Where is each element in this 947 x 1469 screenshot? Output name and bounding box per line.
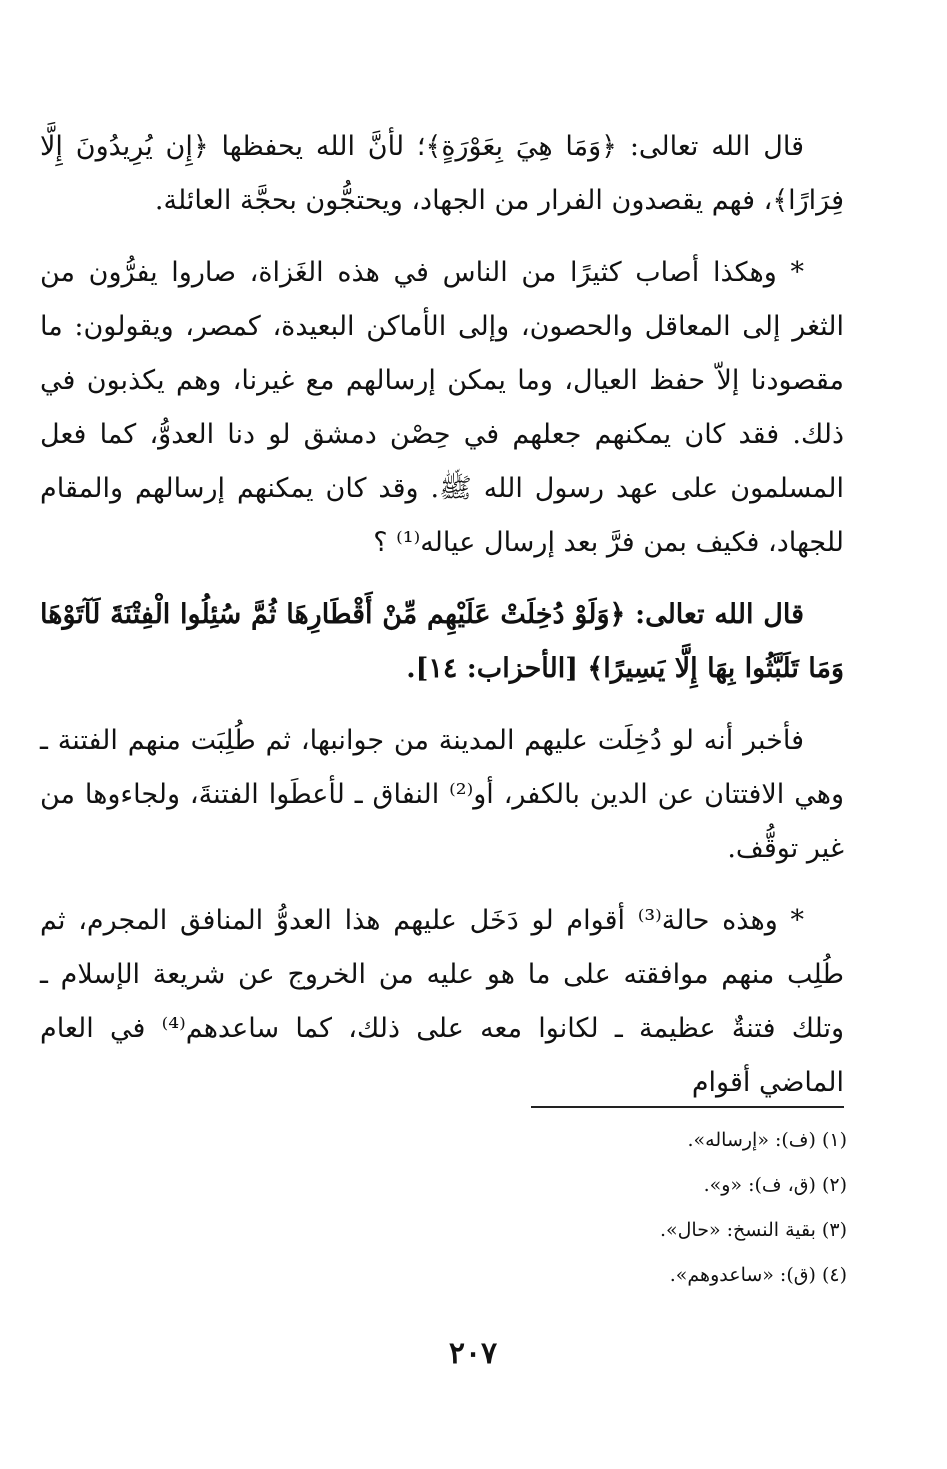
footnotes xyxy=(400,1118,847,1298)
footnote-1: (١) (ف): «إرساله». xyxy=(687,1129,847,1151)
paragraph-explanation: فأخبر أنه لو دُخِلَت عليهم المدينة من جوانبها، ثم طُلِبَت منهم الفتنة ـ وهي الافتتان عن الدين بالكفر، أو⁽²⁾ النفاق ـ لأعطَوا الفتنةَ، ولجاءوها من غير توقُّف. xyxy=(40,725,844,864)
page-number: ٢٠٧ xyxy=(448,1336,498,1371)
paragraph-state-of-people: * وهذه حالة⁽³⁾ أقوام لو دَخَل عليهم هذا العدوُّ المنافق المجرم، ثم طُلِب منهم موافقته على ما هو عليه من الخروج عن شريعة الإسلام ـ وتلك فتنةٌ عظيمة ـ لكانوا معه على ذلك، كما ساعدهم⁽⁴⁾ في العام الماضي أقوام xyxy=(40,905,844,1098)
footnote-divider xyxy=(531,1106,844,1108)
paragraph-quran-citation: قال الله تعالى: ﴿وَمَا هِيَ بِعَوْرَةٍ﴾؛ لأنَّ الله يحفظها ﴿إِن يُرِيدُونَ إِلَّا فِرَارًا﴾، فهم يقصدون الفرار من الجهاد، ويحتجُّون بحجَّة العائلة. xyxy=(40,131,844,216)
paragraph-people-fleeing: * وهكذا أصاب كثيرًا من الناس في هذه الغَزاة، صاروا يفرُّون من الثغر إلى المعاقل والحصون، وإلى الأماكن البعيدة، كمصر، ويقولون: ما مقصودنا إلاّ حفظ العيال، وما يمكن إرسالهم مع غيرنا، وهم يكذبون في ذلك. فقد كان يمكنهم جعلهم في حِصْن دمشق لو دنا العدوُّ، كما فعل المسلمون على عهد رسول الله ﷺ. وقد كان يمكنهم إرسالهم والمقام للجهاد، فكيف بمن فرَّ بعد إرسال عياله⁽¹⁾ ؟ xyxy=(40,257,844,558)
footnote-2: (٢) (ق، ف): «و». xyxy=(703,1174,847,1196)
footnote-4: (٤) (ق): «ساعدوهم». xyxy=(669,1264,847,1286)
footnote-3: (٣) بقية النسخ: «حال». xyxy=(659,1219,847,1241)
main-text xyxy=(40,120,844,1128)
paragraph-quran-ahzab: قال الله تعالى: ﴿وَلَوْ دُخِلَتْ عَلَيْهِم مِّنْ أَقْطَارِهَا ثُمَّ سُئِلُوا الْفِتْنَةَ لَآتَوْهَا وَمَا تَلَبَّثُوا بِهَا إِلَّا يَسِيرًا﴾ [الأحزاب: ١٤]. xyxy=(40,599,844,684)
